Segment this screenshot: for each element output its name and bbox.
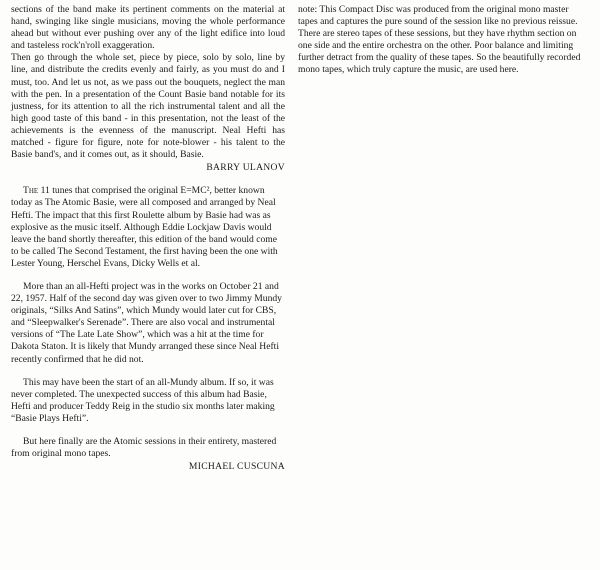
cuscuna-paragraph-4: But here finally are the Atomic sessions in their entirety, mastered from original mono tapes. [11, 436, 277, 460]
signature-barry-ulanov: BARRY ULANOV [206, 162, 285, 174]
ulanov-paragraph-2: Then go through the whole set, piece by piece, solo by solo, line by line, and distribute the credits evenly and fairly, as you must do and I must, too. And let us not, as we pass out the bouquets, neglect the man with the pen. In a presentation of the Count Basie band notable for its justness, for its attention to all the rich instrumental talent and all the high good taste of this band - in this presentation, not the least of the achievements is the evenness of the manuscript. Neal Hefti has matched - figure for figure, note for note-blower - his talent to the Basie band's, and it comes out, as it should, Basie. [11, 52, 285, 161]
cuscuna-paragraph-3: This may have been the start of an all-Mundy album. If so, it was never completed. The unexpected success of this album had Basie, Hefti and producer Teddy Reig in the studio six months later making “Basie Plays Hefti”. [11, 376, 275, 424]
mastering-note: note: This Compact Disc was produced from the original mono master tapes and captures the pure sound of the session like no previous reissue. There are stereo tapes of these sessions, but they have rhythm section on one side and the entire orchestra on the other. Poor balance and limiting further detract from the quality of these tapes. So the beautifully recorded mono tapes, which truly capture the music, are used here. [298, 4, 581, 76]
left-column [11, 4, 285, 473]
paragraph-lead-word: The [23, 185, 39, 197]
right-column [298, 4, 584, 77]
ulanov-paragraph-1: sections of the band make its pertinent comments on the material at hand, swinging like single musicians, moving the whole performance ahead but without ever pushing over any of the light edifice into loud and tasteless rock'n'roll exaggeration. [11, 4, 285, 52]
paragraph-body: 11 tunes that comprised the original E=MC², better known today as The Atomic Basie, were all composed and arranged by Neal Hefti. The impact that this first Roulette album by Basie had was as explosive as the music itself. Although Eddie Lockjaw Davis would leave the band shortly thereafter, this edition of the band would come to be called The Second Testament, the first having been the one with Lester Young, Herschel Evans, Dicky Wells et al. [11, 185, 278, 269]
cuscuna-paragraph-1 [11, 185, 285, 270]
cuscuna-paragraph-2: More than an all-Hefti project was in the works on October 21 and 22, 1957. Half of the second day was given over to two Jimmy Mundy originals, “Silks And Satins”, which Mundy would later cut for CBS, and “Sleepwalker's Serenade”. There are also vocal and instrumental versions of “The Late Late Show”, which was a hit at the time for Dakota Staton. It is likely that Mundy arranged these since Neal Hefti recently confirmed that he did not. [11, 280, 282, 365]
signature-michael-cuscuna: MICHAEL CUSCUNA [188, 461, 285, 473]
